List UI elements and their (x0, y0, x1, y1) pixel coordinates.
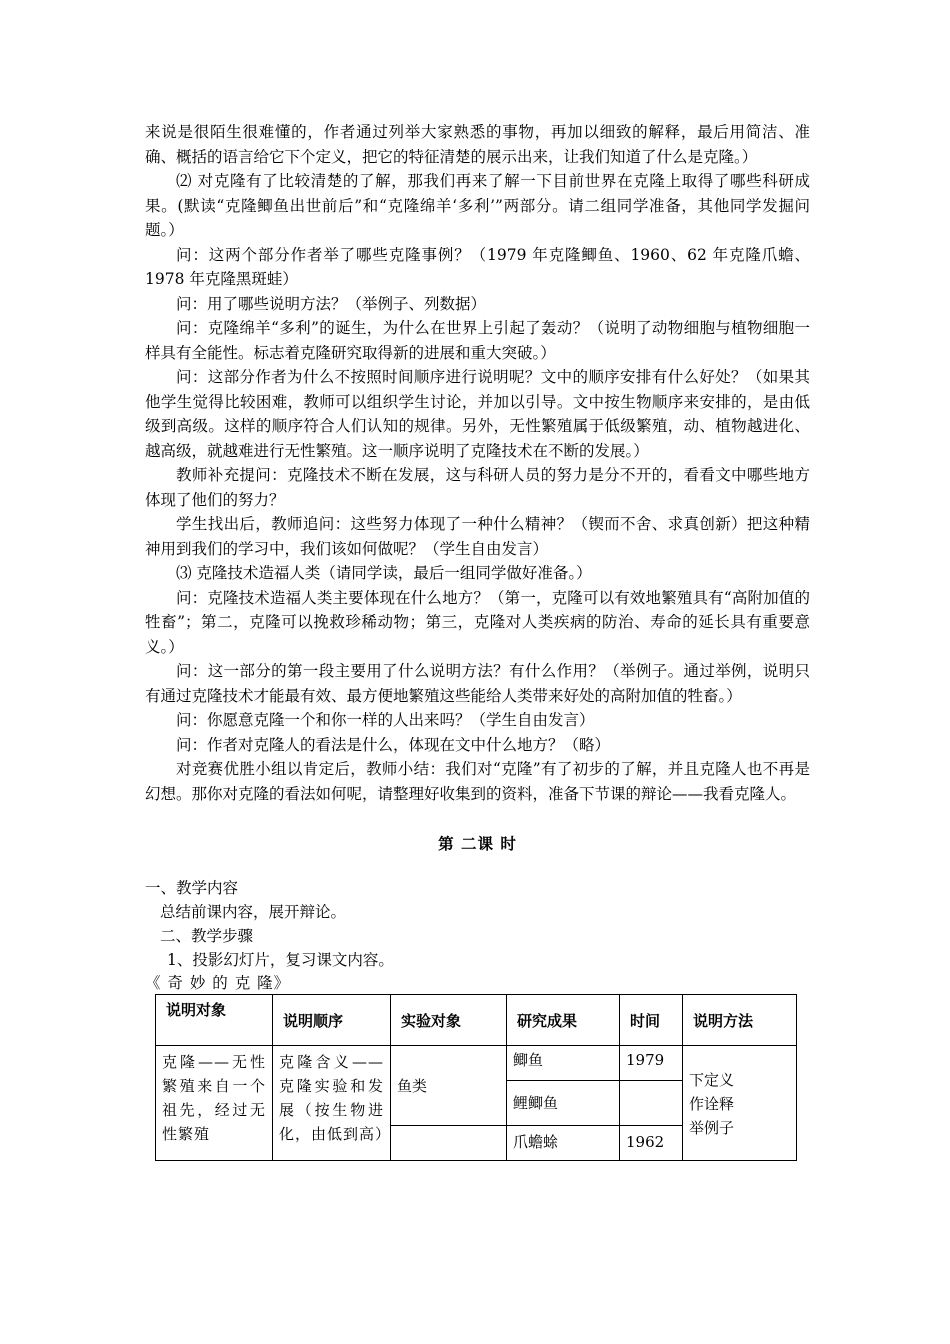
summary-table (155, 994, 797, 1161)
table-header-row (156, 995, 797, 1046)
result-cell: 鲫鱼 (507, 1046, 620, 1081)
result-cell: 鲤鲫鱼 (507, 1081, 620, 1126)
paragraph: 问：克隆绵羊“多利”的诞生，为什么在世界上引起了轰动？（说明了动物细胞与植物细胞一样具有全能性。标志着克隆研究取得新的进展和重大突破。） (145, 319, 810, 362)
time-cell (620, 1081, 683, 1126)
paragraph: 问：这两个部分作者举了哪些克隆事例？（1979 年克隆鲫鱼、1960、62 年克隆爪蟾、1978 年克隆黑斑蛙） (145, 245, 810, 288)
time-cell: 1979 (620, 1046, 683, 1081)
header-cell: 时间 (620, 995, 683, 1046)
paragraph: ⑶ 克隆技术造福人类（请同学读，最后一组同学做好准备。） (176, 564, 592, 582)
subject-cell: 鱼类 (391, 1046, 507, 1126)
order-cell: 克隆含义——克隆实验和发展（按生物进化，由低到高） (273, 1046, 391, 1161)
method-item: 举例子 (689, 1119, 735, 1137)
step-text: 1、投影幻灯片，复习课文内容。 (167, 951, 394, 969)
paragraph: 对竞赛优胜小组以肯定后，教师小结：我们对“克隆”有了初步的了解，并且克隆人也不再是幻想。那你对克隆的看法如何呢，请整理好收集到的资料，准备下节课的辩论——我看克隆人。 (145, 760, 810, 803)
table-caption: 《 奇 妙 的 克 隆》 (145, 974, 291, 992)
table-row (156, 1046, 797, 1081)
paragraph: 教师补充提问：克隆技术不断在发展，这与科研人员的努力是分不开的，看看文中哪些地方体现了他们的努力？ (145, 466, 810, 509)
paragraph: 问：克隆技术造福人类主要体现在什么地方？（第一，克隆可以有效地繁殖具有“高附加值的牲畜”；第二，克隆可以挽救珍稀动物；第三，克隆对人类疾病的防治、寿命的延长具有重要意义。） (145, 588, 810, 656)
section-text: 总结前课内容，展开辩论。 (160, 903, 347, 921)
section-heading: 一、教学内容 (145, 879, 239, 897)
object-cell: 克隆——无性繁殖来自一个祖先，经过无性繁殖 (156, 1046, 273, 1161)
header-cell: 说明对象 (156, 995, 273, 1046)
paragraph: 问：这一部分的第一段主要用了什么说明方法？有什么作用？（举例子。通过举例，说明只有通过克隆技术才能最有效、最方便地繁殖这些能给人类带来好处的高附加值的牲畜。） (145, 662, 810, 705)
document-page (145, 120, 810, 1161)
header-cell: 研究成果 (507, 995, 620, 1046)
paragraph: 问：作者对克隆人的看法是什么，体现在文中什么地方？（略） (176, 735, 611, 754)
header-cell: 说明方法 (683, 995, 797, 1046)
paragraph: 学生找出后，教师追问：这些努力体现了一种什么精神？（锲而不舍、求真创新）把这种精神用到我们的学习中，我们该如何做呢？（学生自由发言） (145, 515, 810, 558)
subject-cell-empty (391, 1126, 507, 1161)
result-cell: 爪蟾蜍 (507, 1126, 620, 1161)
paragraph: 问：你愿意克隆一个和你一样的人出来吗？（学生自由发言） (176, 711, 595, 729)
paragraph: ⑵ 对克隆有了比较清楚的了解，那我们再来了解一下目前世界在克隆上取得了哪些科研成果。(默读“克隆鲫鱼出世前后”和“克隆绵羊‘多利’”两部分。请二组同学准备，其他同学发掘问题。） (145, 172, 810, 239)
paragraph: 来说是很陌生很难懂的，作者通过列举大家熟悉的事物，再加以细致的解释，最后用简洁、准确、概括的语言给它下个定义，把它的特征清楚的展示出来，让我们知道了什么是克隆。） (145, 123, 810, 166)
methods-cell (683, 1046, 797, 1161)
method-item: 下定义 (689, 1071, 735, 1089)
header-cell: 说明顺序 (273, 995, 391, 1046)
paragraph: 问：用了哪些说明方法？（举例子、列数据） (176, 294, 487, 313)
method-item: 作诠释 (689, 1095, 735, 1113)
paragraph: 问：这部分作者为什么不按照时间顺序进行说明呢？文中的顺序安排有什么好处？（如果其他学生觉得比较困难，教师可以组织学生讨论，并加以引导。文中按生物顺序来安排的，是由低级到高级。这样的顺序符合人们认知的规律。另外，无性繁殖属于低级繁殖，动、植物越进化、越高级，就越难进行无性繁殖。这一顺序说明了克隆技术在不断的发展。） (145, 368, 810, 460)
lesson-title: 第 二课 时 (438, 834, 517, 853)
time-cell: 1962 (620, 1126, 683, 1161)
section-heading: 二、教学步骤 (160, 927, 254, 945)
header-cell: 实验对象 (391, 995, 507, 1046)
